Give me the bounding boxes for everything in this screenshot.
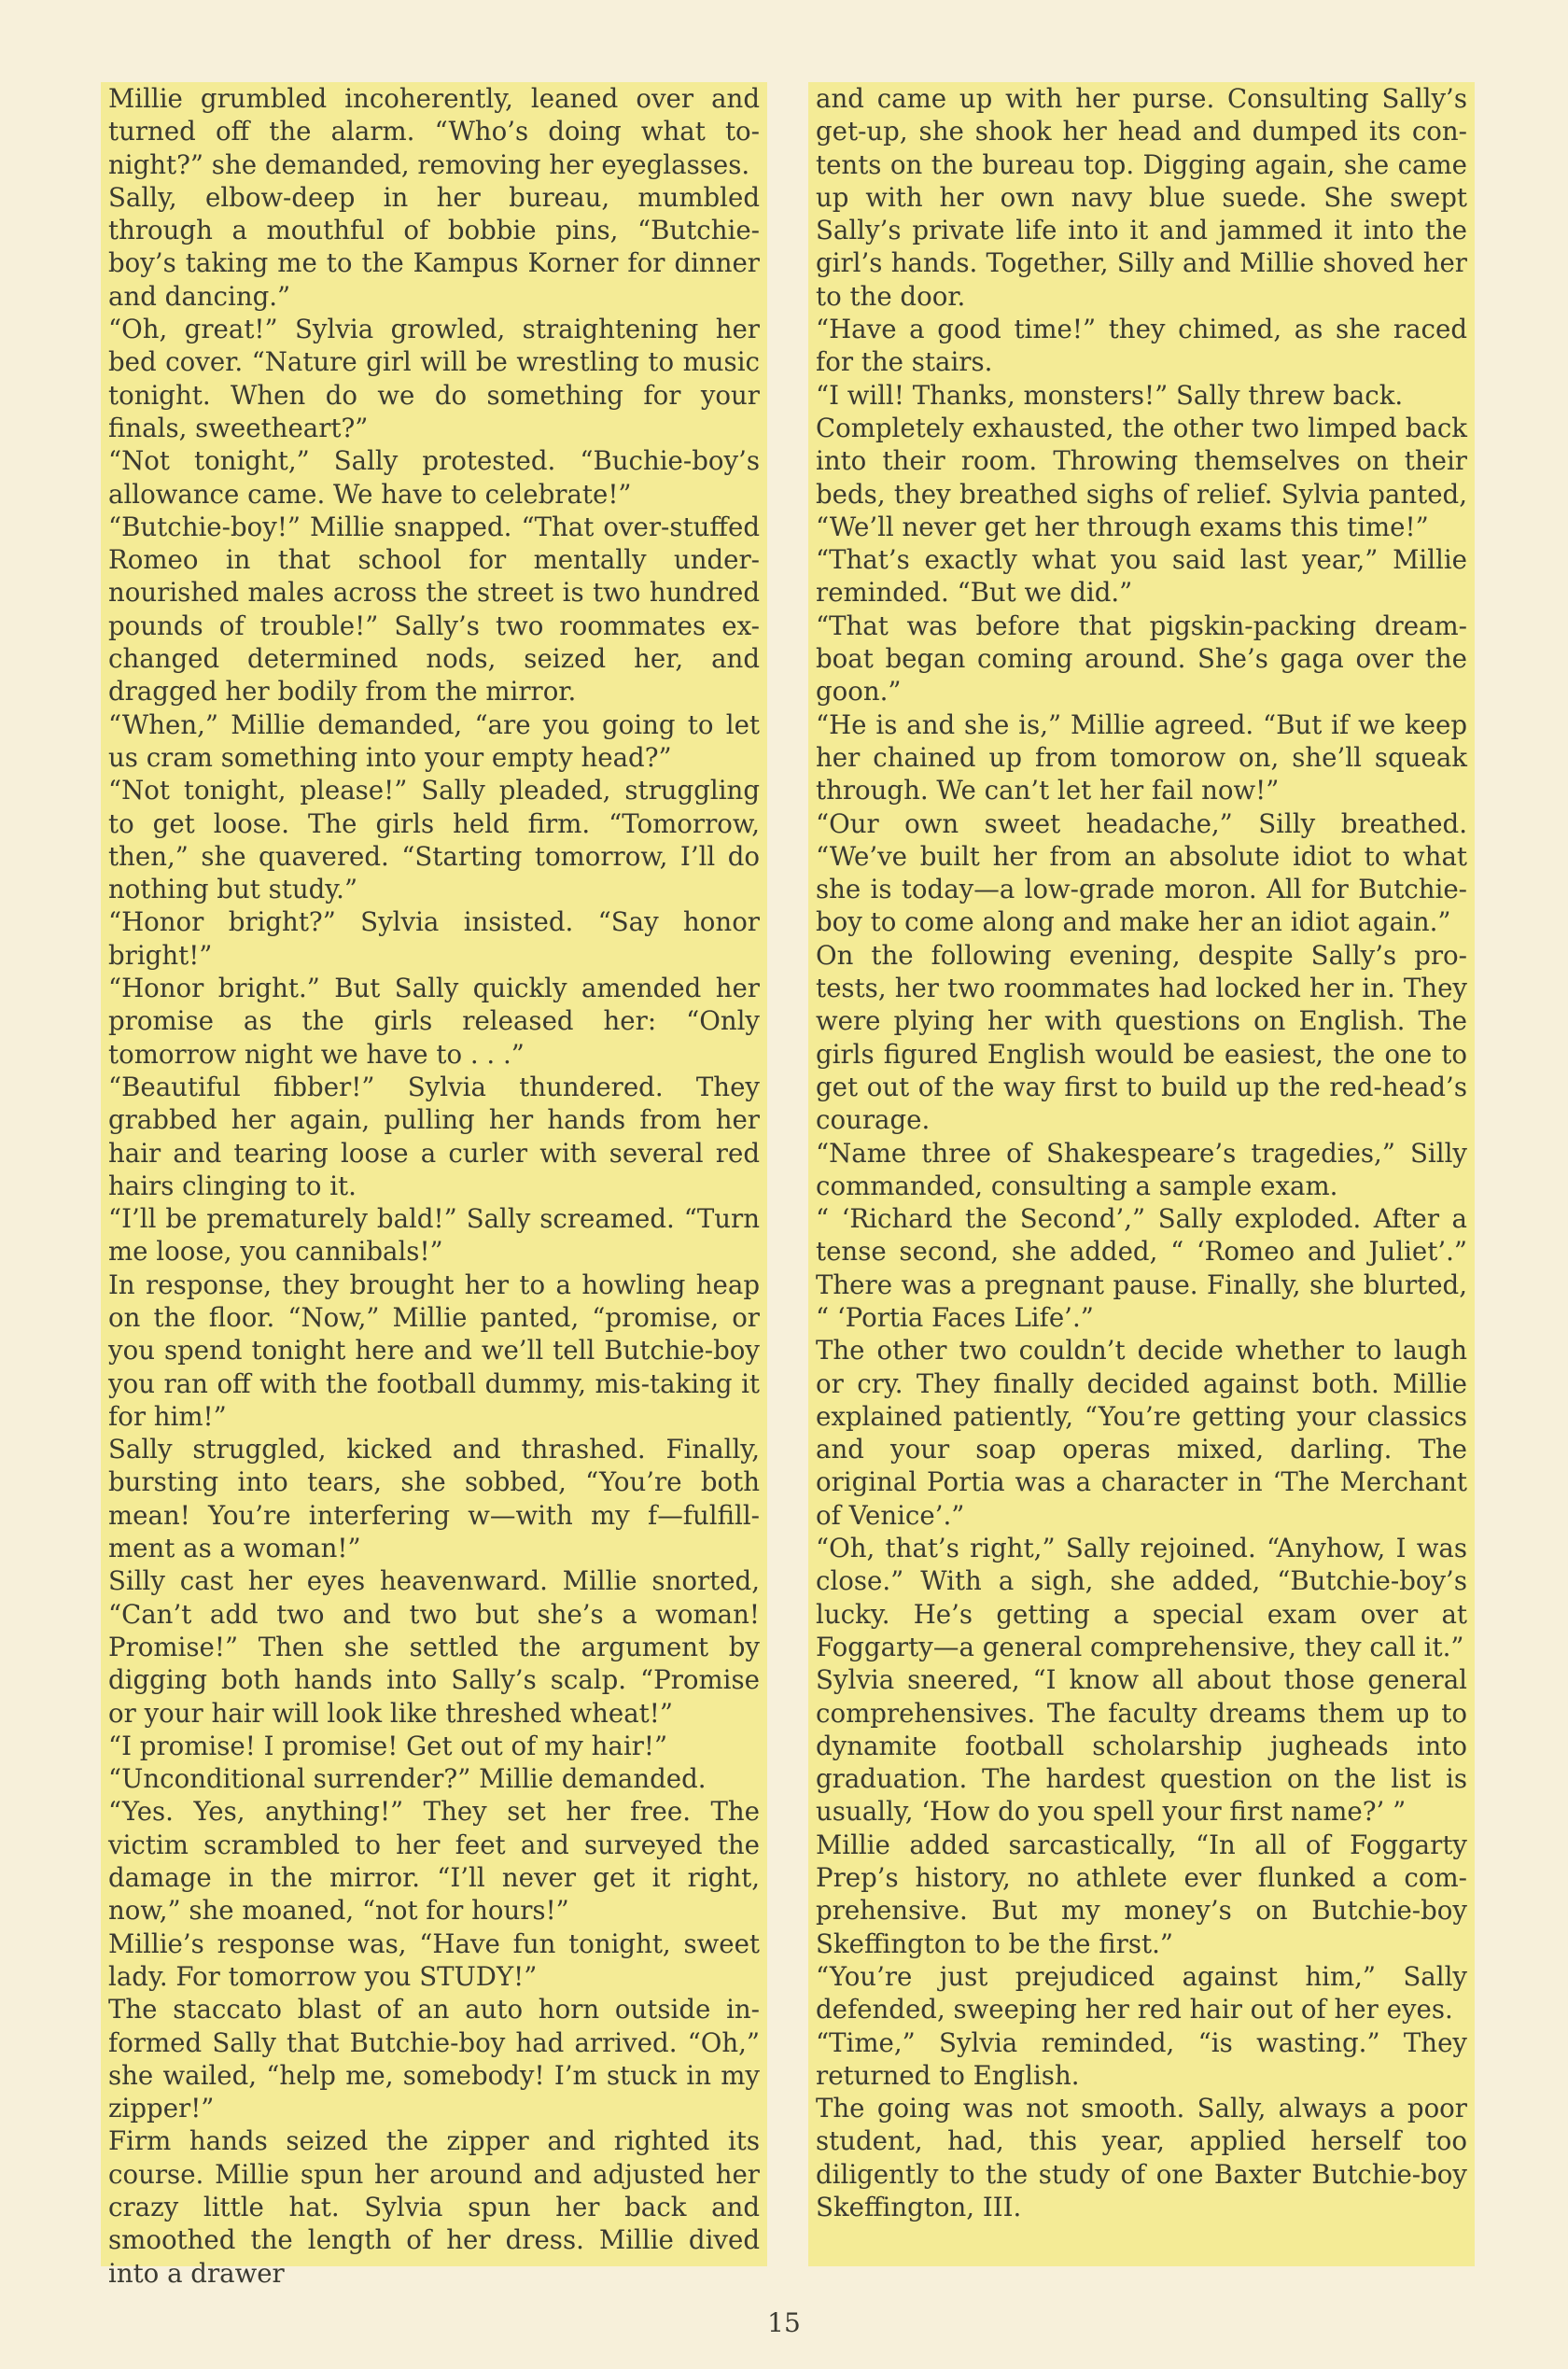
paragraph: “Name three of Shakespeare’s tragedies,” Silly commanded, consulting a sample exam. bbox=[816, 1137, 1467, 1201]
paragraph: “That was before that pigskin-packing dream-boat began coming around. She’s gaga over the goon.” bbox=[816, 610, 1467, 708]
paragraph: Sally struggled, kicked and thrashed. Finally, bursting into tears, she sobbed, “You’re both mean! You’re interfering w—with my f—fulfill-ment as a woman!” bbox=[108, 1434, 760, 1564]
paragraph: “Not tonight, please!” Sally pleaded, struggling to get loose. The girls held firm. “Tomorrow, then,” she quavered. “Starting tomorrow, I’ll do nothing but study.” bbox=[108, 775, 760, 905]
paragraph: “I promise! I promise! Get out of my hair!” bbox=[108, 1730, 668, 1761]
paragraph: “You’re just prejudiced against him,” Sally defended, sweeping her red hair out of her eyes. bbox=[816, 1960, 1467, 2026]
paragraph: Sylvia sneered, “I know all about those general comprehensives. The faculty dreams them up to dynamite football scholarship jugheads into graduation. The hardest question on the list is usually, ‘How do you spell your first name?’ ” bbox=[816, 1664, 1467, 1828]
paragraph: Sally, elbow-deep in her bureau, mumbled through a mouthful of bobbie pins, “Butchie-boy’s taking me to the Kampus Korner for dinner and dancing.” bbox=[108, 181, 760, 312]
paragraph: “I will! Thanks, monsters!” Sally threw back. bbox=[816, 379, 1404, 411]
paragraph: “He is and she is,” Millie agreed. “But if we keep her chained up from tomorow on, she’ll squeak through. We can’t let her fail now!” bbox=[816, 708, 1467, 806]
paragraph: “Unconditional surrender?” Millie demanded. bbox=[108, 1763, 707, 1795]
paragraph: “That’s exactly what you said last year,” Millie reminded. “But we did.” bbox=[816, 544, 1467, 609]
page-number: 15 bbox=[767, 2307, 801, 2338]
paragraph: “Our own sweet headache,” Silly breathed. “We’ve built her from an absolute idiot to what she is today—a low-grade moron. All for Butchie-boy to come along and make her an idiot again.” bbox=[816, 807, 1467, 938]
paragraph: On the following evening, despite Sally’s pro-tests, her two roommates had locked her in. They were plying her with questions on English. The girls figured English would be easiest, the one to get out of the way first to build up the red-head’s courage. bbox=[816, 939, 1467, 1136]
paragraph: “ ‘Richard the Second’,” Sally exploded. After a tense second, she added, “ ‘Romeo and Juliet’.” There was a pregnant pause. Finally, she blurted, “ ‘Portia Faces Life’.” bbox=[816, 1203, 1467, 1333]
paragraph: “Oh, great!” Sylvia growled, straightening her bed cover. “Nature girl will be wrestling to music tonight. When do we do something for your finals, sweetheart?” bbox=[108, 314, 760, 443]
paragraph: Silly cast her eyes heavenward. Millie snorted, “Can’t add two and two but she’s a woman! Promise!” Then she settled the argument by digging both hands into Sally’s scalp. “Promise or your hair will look like threshed wheat!” bbox=[108, 1565, 760, 1729]
paragraph: Completely exhausted, the other two limped back into their room. Throwing themselves on their beds, they breathed sighs of relief. Sylvia panted, “We’ll never get her through exams this time!” bbox=[816, 412, 1467, 542]
paragraph: Firm hands seized the zipper and righted its course. Millie spun her around and adjusted her crazy little hat. Sylvia spun her back and smoothed the length of her dress. Millie dived into a drawer bbox=[108, 2125, 760, 2289]
paragraph: “Yes. Yes, anything!” They set her free. The victim scrambled to her feet and surveyed the damage in the mirror. “I’ll never get it right, now,” she moaned, “not for hours!” bbox=[108, 1796, 760, 1927]
paragraph: Millie added sarcastically, “In all of Foggarty Prep’s history, no athlete ever flunked a com-prehensive. But my money’s on Butchie-boy Skeffington to be the first.” bbox=[816, 1829, 1467, 1959]
paragraph: “Oh, that’s right,” Sally rejoined. “Anyhow, I was close.” With a sigh, she added, “Butchie-boy’s lucky. He’s getting a special exam over at Foggarty—a general comprehensive, they call it.” bbox=[816, 1533, 1467, 1662]
paragraph: In response, they brought her to a howling heap on the floor. “Now,” Millie panted, “promise, or you spend tonight here and we’ll tell Butchie-boy you ran off with the football dummy, mis-taking it for him!” bbox=[108, 1269, 760, 1432]
paragraph: “Time,” Sylvia reminded, “is wasting.” They returned to English. bbox=[816, 2026, 1467, 2091]
paragraph: “Not tonight,” Sally protested. “Buchie-boy’s allowance came. We have to celebrate!” bbox=[108, 445, 760, 510]
paragraph: The staccato blast of an auto horn outside in-formed Sally that Butchie-boy had arrived. “Oh,” she wailed, “help me, somebody! I’m stuck in my zipper!” bbox=[108, 1994, 760, 2124]
right-text-column bbox=[808, 82, 1475, 2266]
paragraph: Millie grumbled incoherently, leaned over and turned off the alarm. “Who’s doing what to-night?” she demanded, removing her eyeglasses. bbox=[108, 83, 760, 180]
paragraph: Millie’s response was, “Have fun tonight, sweet lady. For tomorrow you STUDY!” bbox=[108, 1927, 760, 1992]
paragraph: and came up with her purse. Consulting Sally’s get-up, she shook her head and dumped its con-tents on the bureau top. Digging again, she came up with her own navy blue suede. She swept Sally’s private life into it and jammed it into the girl’s hands. Together, Silly and Millie shoved her to the door. bbox=[816, 83, 1467, 312]
paragraph: The other two couldn’t decide whether to laugh or cry. They finally decided against both. Millie explained patiently, “You’re getting your classics and your soap operas mixed, darling. The original Portia was a character in ‘The Merchant of Venice’.” bbox=[816, 1335, 1467, 1531]
paragraph: “When,” Millie demanded, “are you going to let us cram something into your empty head?” bbox=[108, 708, 760, 773]
paragraph: “I’ll be prematurely bald!” Sally screamed. “Turn me loose, you cannibals!” bbox=[108, 1203, 760, 1268]
left-text-column bbox=[101, 82, 767, 2289]
paragraph: “Butchie-boy!” Millie snapped. “That over-stuffed Romeo in that school for mentally under-nourished males across the street is two hundred pounds of trouble!” Sally’s two roommates ex-changed determined nods, seized her, and dragged her bodily from the mirror. bbox=[108, 511, 760, 708]
paragraph: “Beautiful fibber!” Sylvia thundered. They grabbed her again, pulling her hands from her hair and tearing loose a curler with several red hairs clinging to it. bbox=[108, 1071, 760, 1201]
paragraph: “Honor bright.” But Sally quickly amended her promise as the girls released her: “Only tomorrow night we have to . . .” bbox=[108, 973, 760, 1070]
paragraph: “Have a good time!” they chimed, as she raced for the stairs. bbox=[816, 314, 1467, 378]
paragraph: The going was not smooth. Sally, always a poor student, had, this year, applied herself too diligently to the study of one Baxter Butchie-boy Skeffington, III. bbox=[816, 2093, 1467, 2222]
paragraph: “Honor bright?” Sylvia insisted. “Say honor bright!” bbox=[108, 906, 760, 971]
